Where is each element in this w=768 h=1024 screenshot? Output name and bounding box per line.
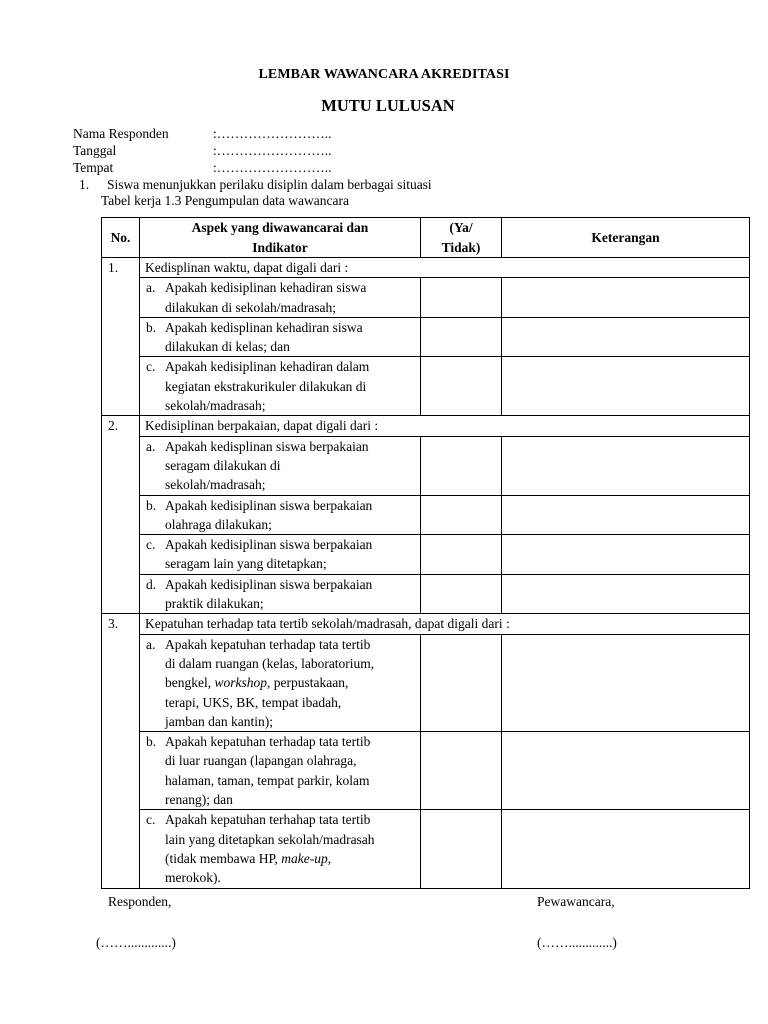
ya-tidak-cell[interactable] <box>421 810 502 888</box>
indicator-line: Apakah kedisiplinan siswa berpakaian <box>165 576 373 592</box>
field-tanggal <box>73 142 332 159</box>
indicator-line: Apakah kedisiplinan kehadiran dalam <box>165 359 370 375</box>
indicator-line: praktik dilakukan; <box>165 596 264 612</box>
section-number: 2. <box>102 416 140 614</box>
interview-table <box>101 217 750 889</box>
keterangan-cell[interactable] <box>502 317 750 357</box>
indicator-letter: c. <box>146 537 156 553</box>
header-keterangan: Keterangan <box>502 218 750 258</box>
indicator-line: bengkel, workshop, perpustakaan, <box>165 675 349 691</box>
indicator-line: Apakah kepatuhan terhadap tata tertib <box>165 734 371 750</box>
indicator-line: sekolah/madrasah; <box>165 477 266 493</box>
field-value: :…………………….. <box>213 160 332 175</box>
indicator-text <box>165 635 416 731</box>
section-row <box>102 258 750 278</box>
indicator-line: dilakukan di sekolah/madrasah; <box>165 299 336 315</box>
question-text: Siswa menunjukkan perilaku disiplin dalam berbagai situasi <box>107 177 432 192</box>
indicator-line: jamban dan kantin); <box>165 713 273 729</box>
indicator-text <box>165 437 416 495</box>
indicator-line: seragam lain yang ditetapkan; <box>165 556 327 572</box>
indicator-letter: c. <box>146 812 156 828</box>
indicator-line: terapi, UKS, BK, tempat ibadah, <box>165 694 342 710</box>
section-title: Kepatuhan terhadap tata tertib sekolah/madrasah, dapat digali dari : <box>140 614 750 634</box>
indicator-line: Apakah kedisiplinan siswa berpakaian <box>165 537 373 553</box>
indicator-letter: a. <box>146 438 156 454</box>
table-header-row <box>102 218 750 258</box>
header-no: No. <box>102 218 140 258</box>
indicator-letter: b. <box>146 734 157 750</box>
indicator-text <box>165 732 416 809</box>
indicator-cell <box>140 810 421 888</box>
field-tempat <box>73 159 332 176</box>
indicator-text <box>165 575 416 614</box>
section-title: Kedisplinan waktu, dapat digali dari : <box>140 258 750 278</box>
table-row <box>102 278 750 318</box>
indicator-line: (tidak membawa HP, make-up, <box>165 850 332 866</box>
header-ya-tidak <box>421 218 502 258</box>
indicator-cell <box>140 317 421 357</box>
indicator-line: seragam dilakukan di <box>165 457 281 473</box>
question-1 <box>73 176 432 193</box>
indicator-text <box>165 535 416 574</box>
document-subtitle: MUTU LULUSAN <box>321 96 455 115</box>
indicator-cell <box>140 732 421 810</box>
table-row <box>102 574 750 614</box>
indicator-line: Apakah kedisplinan siswa berpakaian <box>165 438 369 454</box>
table-row <box>102 495 750 535</box>
indicator-line: di luar ruangan (lapangan olahraga, <box>165 753 357 769</box>
indicator-cell <box>140 574 421 614</box>
indicator-line: lain yang ditetapkan sekolah/madrasah <box>165 831 375 847</box>
keterangan-cell[interactable] <box>502 436 750 495</box>
indicator-line: Apakah kepatuhan terhahap tata tertib <box>165 812 371 828</box>
table-caption: Tabel kerja 1.3 Pengumpulan data wawancara <box>101 193 349 208</box>
indicator-line: kegiatan ekstrakurikuler dilakukan di <box>165 378 367 394</box>
keterangan-cell[interactable] <box>502 278 750 318</box>
table-row <box>102 357 750 416</box>
ya-tidak-cell[interactable] <box>421 535 502 575</box>
section-number: 3. <box>102 614 140 888</box>
indicator-letter: b. <box>146 497 157 513</box>
field-value: :…………………….. <box>213 143 332 158</box>
indicator-line: merokok). <box>165 870 221 886</box>
header-aspek <box>140 218 421 258</box>
ya-tidak-cell[interactable] <box>421 357 502 416</box>
table-row <box>102 535 750 575</box>
indicator-text <box>165 357 416 415</box>
document-title: LEMBAR WAWANCARA AKREDITASI <box>258 67 510 82</box>
table-body <box>102 258 750 889</box>
indicator-cell <box>140 495 421 535</box>
indicator-line: olahraga dilakukan; <box>165 516 272 532</box>
indicator-line: renang); dan <box>165 792 233 808</box>
indicator-line: halaman, taman, tempat parkir, kolam <box>165 772 370 788</box>
field-value: :…………………….. <box>213 126 332 141</box>
indicator-line: di dalam ruangan (kelas, laboratorium, <box>165 655 375 671</box>
ya-tidak-cell[interactable] <box>421 574 502 614</box>
ya-tidak-cell[interactable] <box>421 732 502 810</box>
keterangan-cell[interactable] <box>502 810 750 888</box>
header-ya-line: Tidak) <box>441 239 481 255</box>
signature-responden-label: Responden, <box>108 894 172 909</box>
table-row <box>102 810 750 888</box>
signature-pewawancara-blank: (…….............) <box>537 935 617 950</box>
table-row <box>102 436 750 495</box>
indicator-line: dilakukan di kelas; dan <box>165 339 290 355</box>
keterangan-cell[interactable] <box>502 574 750 614</box>
header-ya-line: (Ya/ <box>449 220 473 236</box>
indicator-cell <box>140 278 421 318</box>
field-label: Nama Responden <box>73 126 169 141</box>
keterangan-cell[interactable] <box>502 732 750 810</box>
indicator-text <box>165 810 416 887</box>
ya-tidak-cell[interactable] <box>421 317 502 357</box>
section-row <box>102 614 750 634</box>
header-aspek-line: Aspek yang diwawancarai dan <box>191 220 369 236</box>
field-label: Tanggal <box>73 143 117 158</box>
ya-tidak-cell[interactable] <box>421 634 502 731</box>
section-row <box>102 416 750 436</box>
question-number: 1. <box>79 177 90 192</box>
ya-tidak-cell[interactable] <box>421 278 502 318</box>
indicator-text <box>165 278 416 317</box>
field-nama-responden <box>73 125 332 142</box>
indicator-cell <box>140 535 421 575</box>
header-aspek-line: Indikator <box>252 239 308 255</box>
indicator-line: Apakah kedisiplinan kehadiran siswa <box>165 280 367 296</box>
indicator-letter: a. <box>146 280 156 296</box>
ya-tidak-cell[interactable] <box>421 495 502 535</box>
indicator-text <box>165 318 416 357</box>
section-number: 1. <box>102 258 140 416</box>
indicator-line: Apakah kedisplinan kehadiran siswa <box>165 319 363 335</box>
indicator-cell <box>140 436 421 495</box>
indicator-cell <box>140 357 421 416</box>
table-row <box>102 732 750 810</box>
keterangan-cell[interactable] <box>502 495 750 535</box>
section-title: Kedisiplinan berpakaian, dapat digali dari : <box>140 416 750 436</box>
table-row <box>102 634 750 731</box>
keterangan-cell[interactable] <box>502 634 750 731</box>
indicator-line: sekolah/madrasah; <box>165 398 266 414</box>
table-row <box>102 317 750 357</box>
indicator-letter: c. <box>146 359 156 375</box>
indicator-letter: d. <box>146 576 157 592</box>
keterangan-cell[interactable] <box>502 357 750 416</box>
indicator-cell <box>140 634 421 731</box>
field-label: Tempat <box>73 160 114 175</box>
indicator-letter: b. <box>146 319 157 335</box>
indicator-line: Apakah kepatuhan terhadap tata tertib <box>165 636 371 652</box>
signature-pewawancara-label: Pewawancara, <box>537 894 615 909</box>
keterangan-cell[interactable] <box>502 535 750 575</box>
indicator-text <box>165 496 416 535</box>
indicator-letter: a. <box>146 636 156 652</box>
ya-tidak-cell[interactable] <box>421 436 502 495</box>
indicator-line: Apakah kedisiplinan siswa berpakaian <box>165 497 373 513</box>
signature-responden-blank: (…….............) <box>96 935 176 950</box>
